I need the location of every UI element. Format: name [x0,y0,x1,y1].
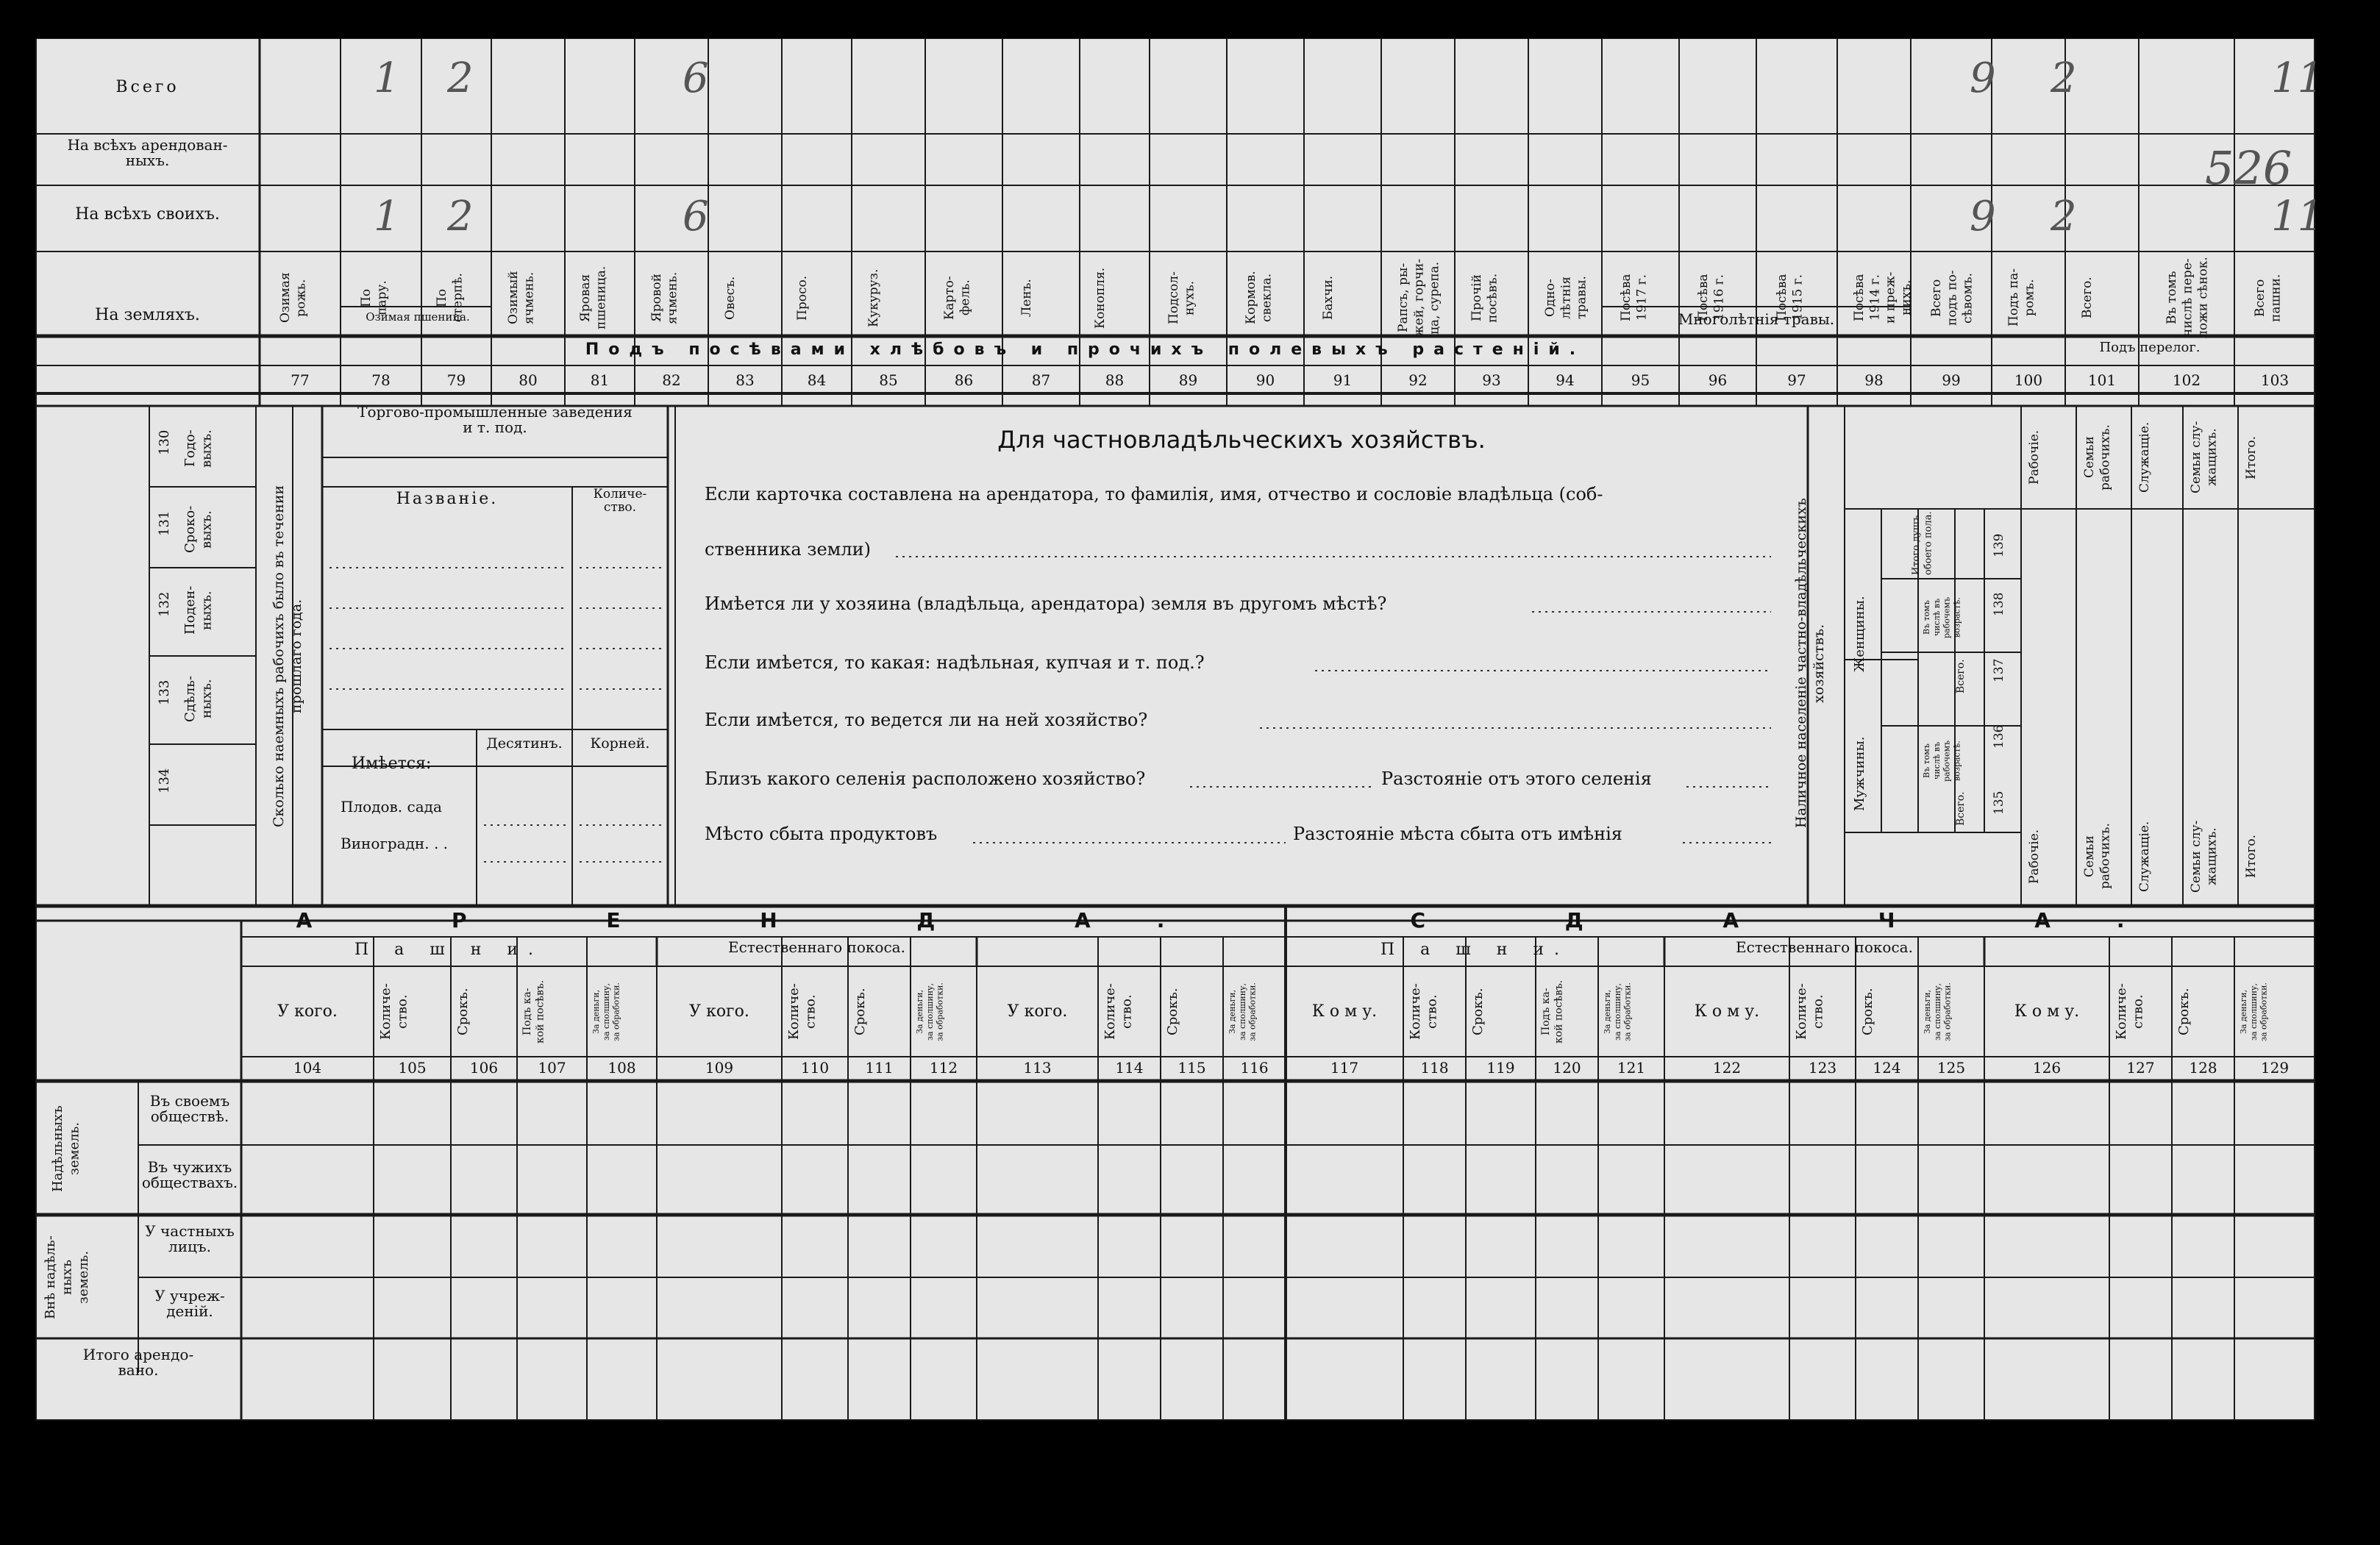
lease-col-number: 124 [1873,1059,1901,1077]
crop-column-number: 96 [1708,371,1728,389]
crop-column-number: 103 [2260,371,2290,389]
crop-header: Озимый ячмень. [506,271,537,325]
question-distance-village: Разстоянiе отъ этого селенiя [1381,768,1652,789]
question-farming: Если имѣется, то ведется ли на ней хозяйство? [705,710,1148,730]
staff-col-bottom: Семьи слу- жащихъ. [2189,820,2220,893]
crop-header: Прочiй посѣвъ. [1469,273,1500,323]
staff-col-bottom: Рабочiе. [2027,829,2042,884]
crop-header: Всего подъ по- сѣвомъ. [1929,270,1975,326]
staff-col-top: Рабочiе. [2027,429,2042,485]
crop-column-number: 93 [1482,371,1501,389]
row-label-na-zemlyakh: На земляхъ. [95,306,200,324]
handwritten-vsego: 9 [1970,54,1996,102]
lease-col-number: 108 [608,1059,636,1077]
lease-row-label: Въ своемъ обществѣ. [149,1092,230,1125]
staff-col-top: Итого. [2244,435,2259,479]
crop-header: Кормов. свекла. [1243,271,1274,325]
crop-column-number: 91 [1333,371,1353,389]
question-owner-cont: ственника земли) [705,539,871,560]
lease-col-number: 116 [1240,1059,1269,1077]
livestock-label: Годо- выхъ. [182,429,215,468]
lease-col-header: Количе- ство. [1794,983,1826,1041]
lease-col-header: Количе- ство. [786,983,819,1041]
lease-col-number: 113 [1023,1059,1052,1077]
handwritten-svoikh: 1 [374,193,400,240]
crop-header: Всего. [2080,276,2095,319]
question-land-type: Если имѣется, то какая: надѣльная, купчая и т. под.? [705,652,1205,673]
sublabel-mnogoletnie: Многолѣтнiя травы. [1678,310,1835,328]
census-card [35,38,2324,1421]
lease-col-number: 127 [2126,1059,2155,1077]
livestock-number: 131 [157,510,172,537]
lease-arenda-title: А Р Е Н Д А. [296,908,1231,932]
lease-sdacha-title: С Д А Ч А. [1410,908,2191,932]
handwritten-svoikh: 11 [2271,193,2324,240]
crop-column-number: 79 [446,371,466,389]
question-owner: Если карточка составлена на арендатора, то фамилiя, имя, отчество и сословiе владѣльца (соб- [705,484,1603,504]
band-title: Подъ посѣвами хлѣбовъ и прочихъ полевыхъ растенiй. [585,340,1586,359]
lease-col-number: 106 [469,1059,499,1077]
lease-col-header: Срокъ. [852,988,868,1036]
population-itogo: Итого душъ обоего пола. [1911,511,1934,575]
lease-col-number: 105 [398,1059,427,1077]
handwritten-svoikh: 2 [2051,193,2077,240]
lease-col-header: Количе- ство. [378,983,410,1041]
lease-nadelnykh: Надѣльныхъ земель. [50,1105,82,1192]
lease-col-header: У кого. [1007,1002,1068,1021]
lease-col-header: Срокъ. [1165,988,1180,1036]
staff-col-top: Семьи слу- жащихъ. [2189,421,2220,494]
staff-col-top: Служащiе. [2137,421,2152,493]
staff-col-bottom: Итого. [2244,835,2259,879]
crop-column-number: 98 [1864,371,1884,389]
lease-col-number: 104 [293,1059,322,1077]
private-title: Для частновладѣльческихъ хозяйствъ. [997,426,1486,454]
lease-col-number: 117 [1330,1059,1359,1077]
lease-col-number: 119 [1486,1059,1515,1077]
crop-header: Подсол- нухъ. [1166,271,1197,324]
crop-column-number: 82 [662,371,681,389]
crop-column-number: 78 [371,371,391,389]
row-label-vsego: Всего [115,78,179,96]
crop-header: По пару. [359,280,390,315]
lease-col-header: Срокъ. [1860,988,1875,1036]
handwritten-vsego: 1 [374,54,400,102]
crop-column-number: 83 [735,371,755,389]
lease-pokos: Естественнаго покоса. [728,938,905,956]
hired-workers-label: Сколько наемныхъ рабочихъ было въ течении прошлаго года. [271,485,304,827]
trade-imeetsya: Имѣется: [352,754,432,773]
lease-col-number: 111 [865,1059,894,1077]
question-near-village: Близъ какого селенiя расположено хозяйство? [705,768,1146,789]
lease-col-header: Срокъ. [1470,988,1486,1036]
trade-qty-header: Количе- ство. [593,487,647,515]
livestock-label: Сроко- выхъ. [182,505,215,554]
population-working-age: Въ томъ числѣ въ рабочемъ возрастѣ. [1922,596,1962,638]
handwritten-margin-note: 526 [2205,141,2292,195]
lease-col-number: 115 [1177,1059,1206,1077]
lease-col-header: Количе- ство. [2114,983,2146,1041]
lease-col-number: 118 [1420,1059,1449,1077]
livestock-number: 134 [157,768,172,794]
handwritten-vsego: 2 [2051,54,2077,102]
crop-header: Посѣва 1914 г. и преж- нихъ. [1852,271,1914,324]
handwritten-vsego: 11 [2271,54,2324,102]
lease-pashni: П а ш н и. [354,941,544,959]
population-number: 139 [1992,533,2006,558]
lease-col-number: 126 [2032,1059,2062,1077]
livestock-number: 130 [157,429,172,456]
lease-col-number: 125 [1937,1059,1966,1077]
trade-name-header: Названiе. [396,490,499,508]
crop-column-number: 77 [291,371,310,389]
population-working-age: Въ томъ числѣ въ рабочемъ возрастѣ. [1922,740,1962,782]
lease-vne-nadel: Внѣ надѣль- ныхъ земель. [43,1235,91,1319]
lease-col-header: К о м у. [1694,1002,1760,1021]
crop-header: Всего пашни. [2253,274,2284,322]
crop-column-number: 80 [519,371,538,389]
sdacha-pashni: П а ш н и. [1380,941,1570,959]
crop-column-number: 88 [1105,371,1125,389]
lease-col-number: 128 [2189,1059,2217,1077]
crop-header: Рапсъ, ры- жей, горчи- ца, сурепа. [1396,258,1442,338]
trade-desyatin: Десятинъ. [486,735,563,752]
crop-header: Яровой ячмень. [649,271,680,324]
lease-row-label: Въ чужихъ обществахъ. [141,1158,238,1191]
trade-vinograd: Виноградн. . . [341,835,449,852]
crop-header: Овесъ. [723,276,738,320]
staff-col-top: Семьи рабочихъ. [2082,424,2113,490]
population-number: 137 [1992,658,2006,683]
crop-column-number: 87 [1031,371,1051,389]
crop-column-number: 81 [590,371,610,389]
crop-header: Подъ па- ромъ. [2006,268,2037,327]
livestock-number: 133 [157,679,172,706]
lease-col-number: 129 [2260,1059,2290,1077]
lease-col-number: 107 [538,1059,566,1077]
crop-header: Одно- лѣтнiя травы. [1543,276,1589,320]
population-number: 136 [1992,724,2006,749]
lease-col-number: 122 [1712,1059,1742,1077]
lease-col-header: Количе- ство. [1408,983,1440,1041]
lease-col-header: За деньги, за сполшину, за обработки. [1603,982,1633,1041]
crop-header: Посѣва 1915 г. [1775,274,1806,322]
population-vsego: Всего. [1955,791,1967,826]
lease-col-header: За деньги, за сполшину, за обработки. [915,982,945,1041]
population-men: Мужчины. [1852,736,1867,811]
lease-col-header: Подъ ка- кой посѣвъ. [1540,980,1565,1044]
livestock-label: Поден- ныхъ. [182,585,215,635]
lease-col-header: Подъ ка- кой посѣвъ. [521,980,546,1044]
crop-header: Посѣва 1916 г. [1695,274,1726,322]
handwritten-svoikh: 9 [1970,193,1996,240]
sdacha-pokos: Естественнаго покоса. [1736,938,1913,956]
sublabel-ozimaya-pshenitsa: Озимая пшеница. [366,310,470,324]
crop-header: Ленъ. [1019,279,1034,317]
livestock-label: Сдѣль- ныхъ. [182,675,215,722]
population-number: 138 [1992,592,2006,617]
crop-header: Карто- фель. [941,276,972,320]
lease-itogo: Итого арендо- вано. [82,1346,194,1379]
lease-col-header: К о м у. [1311,1002,1378,1021]
crop-header: Конопля. [1092,267,1108,329]
lease-col-header: За деньги, за сполшину, за обработки. [1228,982,1258,1041]
population-vsego: Всего. [1955,659,1967,693]
lease-col-number: 112 [929,1059,958,1077]
livestock-number: 132 [157,591,172,618]
population-women: Женщины. [1852,596,1867,672]
lease-col-header: За деньги, за сполшину, за обработки. [1923,982,1953,1041]
handwritten-svoikh: 6 [683,193,709,240]
crop-column-number: 95 [1631,371,1650,389]
crop-header: Просо. [794,275,810,321]
crop-column-number: 99 [1942,371,1961,389]
question-other-land: Имѣется ли у хозяина (владѣльца, арендатора) земля въ другомъ мѣстѣ? [705,593,1387,614]
crop-header: Посѣва 1917 г. [1618,274,1649,322]
crop-header: Яровая пшеница. [577,265,608,330]
crop-header: По стерпѣ. [434,273,465,323]
lease-col-number: 123 [1808,1059,1837,1077]
crop-column-number: 84 [807,371,827,389]
population-label: Наличное населенiе частно-владѣльческихъ хозяйствъ. [1793,498,1827,829]
lease-col-number: 120 [1553,1059,1581,1077]
crop-header: Озимая рожь. [278,272,309,324]
crop-column-number: 86 [954,371,974,389]
population-number: 135 [1992,791,2006,816]
lease-col-header: За деньги, за сполшину, за обработки. [2239,982,2269,1041]
lease-col-header: Срокъ. [2176,988,2192,1036]
crop-column-number: 89 [1178,371,1198,389]
lease-row-label: У частныхъ лицъ. [145,1222,235,1255]
row-label-arend: На всѣхъ арендован- ныхъ. [67,136,228,169]
question-market: Мѣсто сбыта продуктовъ [705,824,938,844]
crop-column-number: 97 [1787,371,1806,389]
lease-col-header: Срокъ. [455,988,471,1036]
lease-col-number: 110 [800,1059,830,1077]
trade-korney: Корней. [590,735,650,752]
crop-column-number: 90 [1255,371,1275,389]
crop-header: Кукуруз. [866,268,881,327]
crop-column-number: 85 [879,371,898,389]
lease-col-header: Количе- ство. [1102,983,1135,1041]
handwritten-svoikh: 2 [447,193,474,240]
lease-col-header: К о м у. [2014,1002,2080,1021]
lease-col-header: За деньги, за сполшину, за обработки. [591,982,621,1041]
handwritten-vsego: 6 [683,54,709,102]
crop-column-number: 100 [2014,371,2043,389]
crop-column-number: 102 [2172,371,2201,389]
lease-col-header: У кого. [277,1002,338,1021]
lease-col-number: 109 [705,1059,734,1077]
lease-col-number: 114 [1115,1059,1144,1077]
lease-col-number: 121 [1617,1059,1646,1077]
sublabel-pod-perelog: Подъ перелог. [2099,340,2201,355]
trade-plodov: Плодов. сада [341,798,442,816]
lease-row-label: У учреж- денiй. [154,1287,225,1320]
question-distance-market: Разстоянiе мѣста сбыта отъ имѣнiя [1293,824,1622,844]
staff-col-bottom: Служащiе. [2137,821,2152,892]
crop-column-number: 101 [2087,371,2117,389]
trade-title: Торгово-промышленные заведения и т. под. [357,403,633,436]
row-label-svoikh: На всѣхъ своихъ. [75,205,220,224]
staff-col-bottom: Семьи рабочихъ. [2082,823,2113,890]
crop-header: Бахчи. [1320,275,1336,321]
crop-column-number: 92 [1408,371,1428,389]
lease-col-header: У кого. [689,1002,749,1021]
crop-header: Въ томъ числѣ пере- ложи сѣнок. [2165,257,2211,338]
form-grid-lines [35,38,2315,1421]
handwritten-vsego: 2 [447,54,474,102]
crop-column-number: 94 [1556,371,1575,389]
